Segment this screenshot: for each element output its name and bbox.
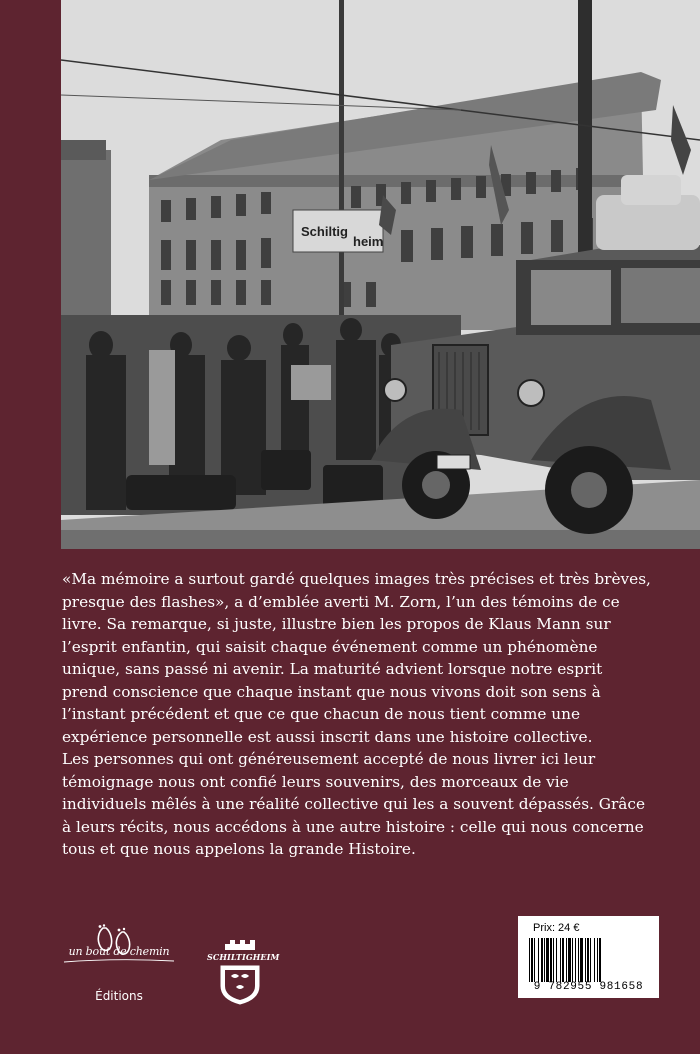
blurb-paragraph-1: «Ma mémoire a surtout gardé quelques images très précises et très brèves, presque des flashes», a d’emblée averti M. Zorn, l’un des témoins de ce livre. Sa remarque, si juste, illustre bien les propos de Klaus Mann sur l’esprit enfantin, qui saisit chaque événement comme un phénomène unique, sans passé ni avenir. La maturité advient lorsque notre esprit prend conscience que chaque instant que nous vivons doit son sens à l’instant précédent et que ce que chacun de nous tient comme une expérience personnelle est aussi inscrit dans une histoire collective. <box>62 570 651 746</box>
blurb-paragraph-2: Les personnes qui ont généreusement accepté de nous livrer ici leur témoignage nous ont confié leurs souvenirs, des morceaux de vie individuels mêlés à une réalité collective qui les a souvent dépassés. Grâce à leurs récits, nous accédons à une autre histoire : celle qui nous concerne tous et que nous appelons la grande Histoire. <box>62 750 646 858</box>
photo-svg <box>61 0 700 549</box>
cover-photo <box>61 0 700 549</box>
photo-sign-left: Schiltig <box>301 224 348 239</box>
city-logo <box>207 936 280 1006</box>
isbn-number: 9 782955 981658 <box>533 981 644 993</box>
city-name: SCHILTIGHEIM <box>207 952 280 962</box>
city-crest-icon <box>207 936 280 1006</box>
publisher-name: un bout de chemin <box>68 945 170 958</box>
publisher-subtitle: Éditions <box>95 989 143 1003</box>
barcode <box>529 938 655 982</box>
photo-sign-right: heim <box>353 234 384 249</box>
price-label: Prix: 24 € <box>533 922 580 934</box>
publisher-logo <box>56 924 182 1008</box>
barcode-bar <box>601 938 602 982</box>
cover-blurb <box>62 568 652 861</box>
